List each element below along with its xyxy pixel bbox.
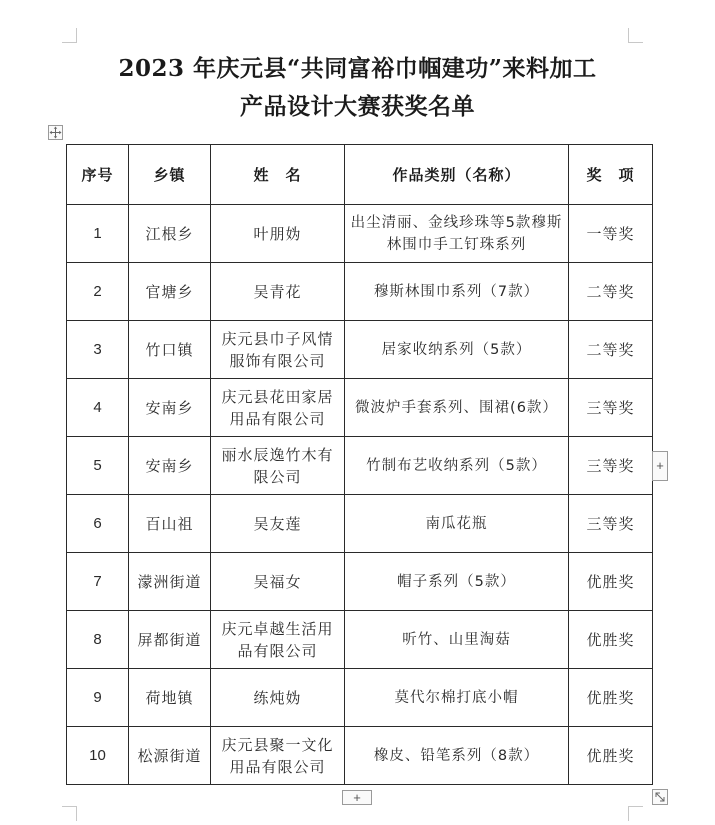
- cell-no[interactable]: 8: [67, 611, 129, 669]
- cell-town[interactable]: 濛洲街道: [129, 553, 211, 611]
- cell-no[interactable]: 1: [67, 205, 129, 263]
- cell-name[interactable]: 吴福女: [211, 553, 345, 611]
- cell-award[interactable]: 三等奖: [569, 437, 653, 495]
- cell-award[interactable]: 一等奖: [569, 205, 653, 263]
- header-award[interactable]: 奖 项: [569, 145, 653, 205]
- plus-icon: +: [353, 790, 361, 805]
- table-row: [67, 379, 653, 437]
- cell-no[interactable]: 6: [67, 495, 129, 553]
- add-row-button[interactable]: [342, 790, 372, 805]
- header-name[interactable]: 姓 名: [211, 145, 345, 205]
- header-no[interactable]: 序号: [67, 145, 129, 205]
- crop-mark-bottom-right: [628, 806, 643, 821]
- cell-product[interactable]: 出尘清丽、金线珍珠等5款穆斯林围巾手工钉珠系列: [345, 205, 569, 263]
- table-row: [67, 669, 653, 727]
- header-product[interactable]: 作品类别（名称）: [345, 145, 569, 205]
- cell-town[interactable]: 松源街道: [129, 727, 211, 785]
- cell-no[interactable]: 5: [67, 437, 129, 495]
- cell-product[interactable]: 南瓜花瓶: [345, 495, 569, 553]
- resize-diagonal-icon: [653, 790, 667, 804]
- cell-award[interactable]: 优胜奖: [569, 553, 653, 611]
- cell-product[interactable]: 帽子系列（5款）: [345, 553, 569, 611]
- move-arrows-icon: [49, 126, 62, 139]
- cell-town[interactable]: 安南乡: [129, 437, 211, 495]
- cell-no[interactable]: 10: [67, 727, 129, 785]
- cell-award[interactable]: 三等奖: [569, 379, 653, 437]
- cell-town[interactable]: 安南乡: [129, 379, 211, 437]
- table-row: [67, 611, 653, 669]
- cell-name[interactable]: 庆元县聚一文化用品有限公司: [211, 727, 345, 785]
- table-row: [67, 495, 653, 553]
- table-row: [67, 205, 653, 263]
- cell-award[interactable]: 优胜奖: [569, 611, 653, 669]
- cell-no[interactable]: 3: [67, 321, 129, 379]
- cell-no[interactable]: 7: [67, 553, 129, 611]
- table-move-handle[interactable]: [48, 125, 63, 140]
- cell-product[interactable]: 橡皮、铅笔系列（8款）: [345, 727, 569, 785]
- add-column-button[interactable]: [652, 451, 668, 481]
- header-town[interactable]: 乡镇: [129, 145, 211, 205]
- cell-name[interactable]: 庆元县花田家居用品有限公司: [211, 379, 345, 437]
- cell-name[interactable]: 吴青花: [211, 263, 345, 321]
- table-row: [67, 321, 653, 379]
- cell-name[interactable]: 吴友莲: [211, 495, 345, 553]
- cell-town[interactable]: 百山祖: [129, 495, 211, 553]
- cell-town[interactable]: 荷地镇: [129, 669, 211, 727]
- cell-name[interactable]: 叶朋妫: [211, 205, 345, 263]
- cell-award[interactable]: 优胜奖: [569, 669, 653, 727]
- document-title-line1: 2023 年庆元县“共同富裕巾帼建功”来料加工: [118, 55, 597, 82]
- table-header-row: [67, 145, 653, 205]
- cell-name[interactable]: 丽水辰逸竹木有限公司: [211, 437, 345, 495]
- cell-town[interactable]: 江根乡: [129, 205, 211, 263]
- document-title-line2: 产品设计大赛获奖名单: [240, 93, 475, 120]
- cell-name[interactable]: 庆元卓越生活用品有限公司: [211, 611, 345, 669]
- cell-town[interactable]: 屏都街道: [129, 611, 211, 669]
- cell-product[interactable]: 竹制布艺收纳系列（5款）: [345, 437, 569, 495]
- cell-product[interactable]: 居家收纳系列（5款）: [345, 321, 569, 379]
- cell-town[interactable]: 官塘乡: [129, 263, 211, 321]
- cell-no[interactable]: 4: [67, 379, 129, 437]
- table-row: [67, 727, 653, 785]
- crop-mark-top-right: [628, 28, 643, 43]
- cell-no[interactable]: 2: [67, 263, 129, 321]
- cell-product[interactable]: 听竹、山里淘菇: [345, 611, 569, 669]
- cell-award[interactable]: 三等奖: [569, 495, 653, 553]
- table-row: [67, 263, 653, 321]
- cell-town[interactable]: 竹口镇: [129, 321, 211, 379]
- cell-award[interactable]: 优胜奖: [569, 727, 653, 785]
- cell-award[interactable]: 二等奖: [569, 263, 653, 321]
- cell-product[interactable]: 微波炉手套系列、围裙(6款）: [345, 379, 569, 437]
- table-resize-handle[interactable]: [652, 789, 668, 805]
- crop-mark-top-left: [62, 28, 77, 43]
- cell-award[interactable]: 二等奖: [569, 321, 653, 379]
- cell-no[interactable]: 9: [67, 669, 129, 727]
- plus-icon: +: [656, 458, 664, 473]
- table-row: [67, 437, 653, 495]
- award-table: [66, 144, 653, 785]
- crop-mark-bottom-left: [62, 806, 77, 821]
- table-row: [67, 553, 653, 611]
- cell-name[interactable]: 庆元县巾子风情服饰有限公司: [211, 321, 345, 379]
- cell-name[interactable]: 练炖妫: [211, 669, 345, 727]
- cell-product[interactable]: 莫代尔棉打底小帽: [345, 669, 569, 727]
- cell-product[interactable]: 穆斯林围巾系列（7款）: [345, 263, 569, 321]
